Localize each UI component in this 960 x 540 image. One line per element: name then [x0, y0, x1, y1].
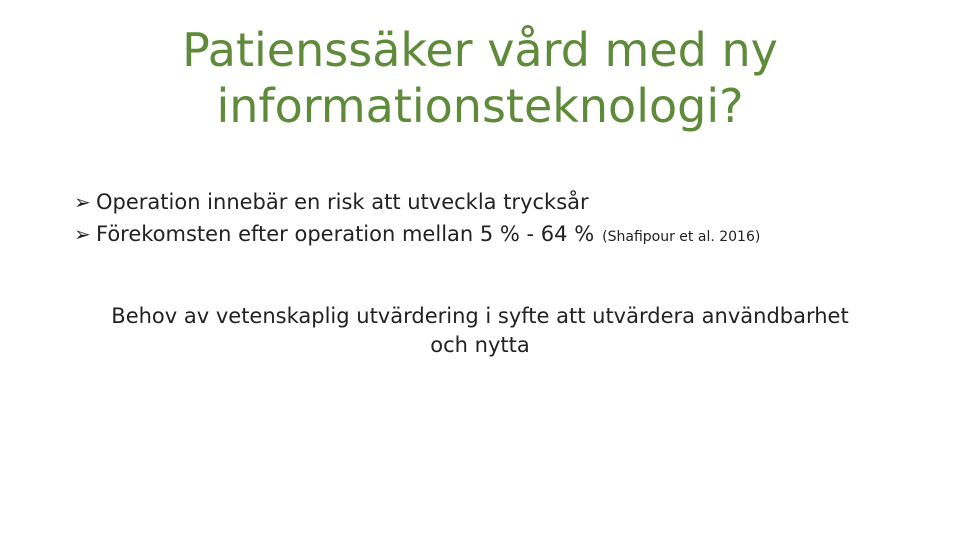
- bullet-citation: (Shafipour et al. 2016): [602, 229, 761, 245]
- bullet-text: Förekomsten efter operation mellan 5 % - 64 %: [96, 222, 595, 246]
- bullet-text: Operation innebär en risk att utveckla trycksår: [96, 190, 589, 214]
- slide-note-line-2: och nytta: [430, 333, 530, 357]
- slide-title: [120, 22, 840, 134]
- bullet-item: [74, 218, 934, 253]
- slide-note-line-1: Behov av vetenskaplig utvärdering i syfte att utvärdera användbarhet: [111, 304, 849, 328]
- bullet-list: [74, 186, 934, 253]
- arrow-bullet-icon: ➢: [74, 190, 91, 214]
- bullet-item: [74, 186, 934, 218]
- slide-title-line-2: informationsteknologi?: [216, 79, 744, 133]
- arrow-bullet-icon: ➢: [74, 222, 91, 246]
- slide-title-line-1: Patienssäker vård med ny: [182, 23, 778, 77]
- slide-note: [60, 302, 900, 360]
